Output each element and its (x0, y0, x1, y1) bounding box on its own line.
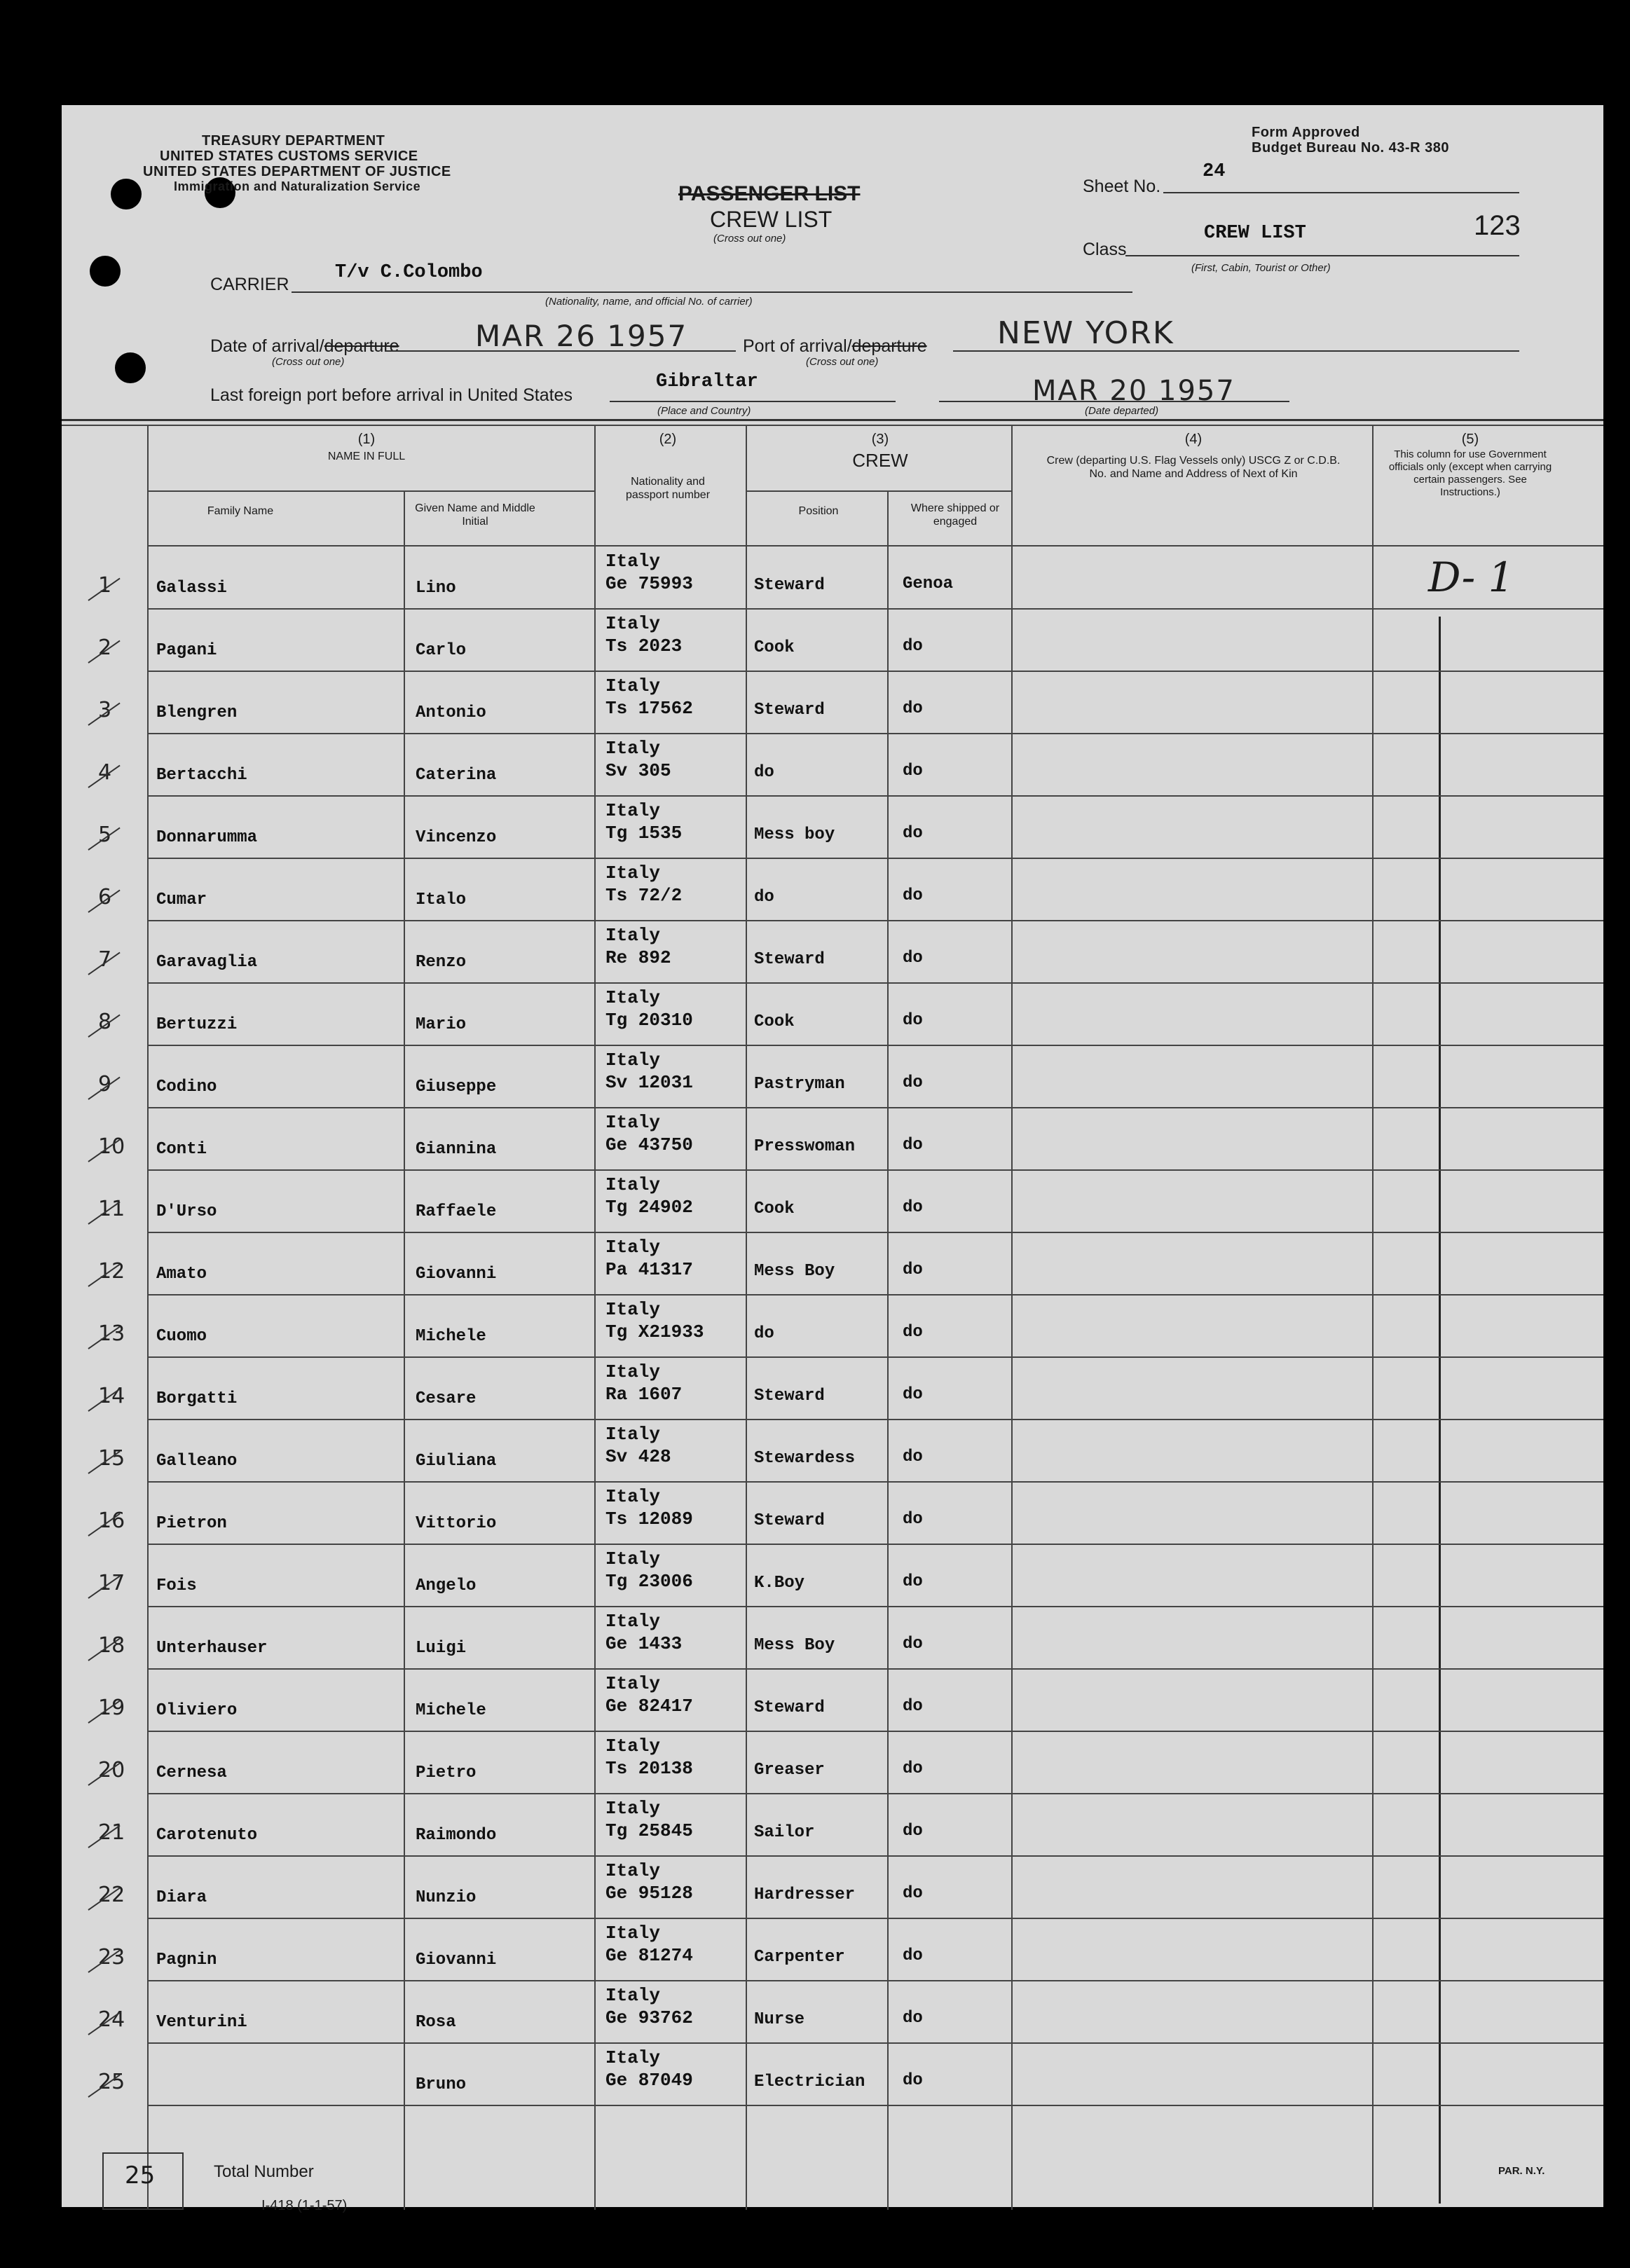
row-number: 21 (98, 1820, 125, 1845)
given-name-header: Given Name and Middle Initial (415, 502, 535, 528)
nationality: Italy (605, 2047, 661, 2068)
passport-number: Ts 72/2 (605, 885, 683, 906)
crew-row (62, 1357, 1603, 1420)
family-name: Venturini (156, 2013, 247, 2032)
sheet-no-label: Sheet No. (1083, 177, 1161, 196)
given-name: Bruno (416, 2075, 467, 2094)
position: Mess Boy (754, 1636, 835, 1655)
given-name: Caterina (416, 766, 497, 785)
passport-number: Sv 12031 (605, 1072, 693, 1093)
crew-row (62, 1420, 1603, 1482)
budget-bureau: Budget Bureau No. 43-R 380 (1252, 140, 1449, 156)
crew-row (62, 1232, 1603, 1295)
passenger-list-struck: PASSENGER LIST (678, 182, 861, 205)
family-name: Oliviero (156, 1701, 238, 1720)
where-shipped: do (903, 2071, 923, 2090)
nationality: Italy (605, 1798, 661, 1819)
page-number: 123 (1474, 210, 1521, 241)
crew-table-body (62, 547, 1603, 2211)
crew-list-title: CREW LIST (710, 207, 833, 232)
date-departed-note: (Date departed) (1085, 405, 1159, 417)
given-name: Vincenzo (416, 828, 497, 847)
crew-row (62, 858, 1603, 921)
col1-number: (1) (357, 432, 376, 447)
family-name: Garavaglia (156, 953, 258, 972)
position: do (754, 763, 774, 782)
where-shipped: Genoa (903, 575, 954, 593)
crew-row (62, 1981, 1603, 2043)
row-number: 10 (98, 1134, 125, 1159)
passport-number: Ge 1433 (605, 1633, 683, 1654)
where-shipped: do (903, 1448, 923, 1466)
passport-number: Ge 93762 (605, 2007, 693, 2028)
agency-line: UNITED STATES DEPARTMENT OF JUSTICE (143, 164, 451, 179)
crew-row (62, 671, 1603, 734)
family-name: Cernesa (156, 1764, 227, 1782)
position: Hardresser (754, 1885, 856, 1904)
nationality: Italy (605, 1112, 661, 1133)
nationality: Italy (605, 738, 661, 759)
nationality: Italy (605, 1237, 661, 1258)
where-shipped: do (903, 1697, 923, 1716)
where-shipped: do (903, 699, 923, 718)
where-shipped: do (903, 1946, 923, 1965)
row-number: 24 (98, 2007, 125, 2032)
carrier-value: T/v C.Colombo (335, 262, 483, 283)
crew-row (62, 1045, 1603, 1108)
handwritten-annotation: D- 1 (1428, 554, 1514, 601)
family-name-header: Family Name (207, 505, 274, 517)
crew-row (62, 1856, 1603, 1918)
position: Steward (754, 1511, 825, 1530)
last-port-label: Last foreign port before arrival in United States (210, 385, 573, 405)
where-shipped: do (903, 949, 923, 968)
where-shipped: do (903, 2009, 923, 2028)
position: Steward (754, 701, 825, 720)
row-number: 17 (98, 1571, 125, 1595)
where-shipped: do (903, 1011, 923, 1030)
family-name: Diara (156, 1888, 207, 1907)
agency-line: Immigration and Naturalization Service (174, 179, 421, 193)
family-name: Blengren (156, 703, 238, 722)
position: K.Boy (754, 1574, 805, 1593)
family-name: Donnarumma (156, 828, 258, 847)
passport-number: Re 892 (605, 947, 671, 968)
crew-row (62, 1731, 1603, 1794)
position: Nurse (754, 2010, 805, 2029)
passport-number: Ts 2023 (605, 635, 683, 657)
last-port-value: Gibraltar (656, 371, 758, 392)
row-number: 22 (98, 1883, 125, 1907)
crew-row (62, 2043, 1603, 2105)
carrier-note: (Nationality, name, and official No. of carrier) (545, 296, 753, 308)
crew-row (62, 1170, 1603, 1232)
given-name: Giuliana (416, 1452, 497, 1471)
position: Stewardess (754, 1449, 856, 1468)
row-number: 13 (98, 1321, 125, 1346)
nationality: Italy (605, 800, 661, 821)
row-number: 14 (98, 1384, 125, 1408)
nationality: Italy (605, 925, 661, 946)
where-shipped: do (903, 824, 923, 843)
position: Sailor (754, 1823, 815, 1842)
row-number: 6 (98, 885, 112, 909)
passport-number: Ge 95128 (605, 1883, 693, 1904)
col2-title: Nationality and passport number (625, 476, 711, 501)
nationality: Italy (605, 1736, 661, 1757)
nationality: Italy (605, 1050, 661, 1071)
carrier-label: CARRIER (210, 275, 289, 294)
position: Steward (754, 576, 825, 595)
col5-number: (5) (1461, 432, 1479, 447)
row-number: 8 (98, 1010, 112, 1034)
row-number: 23 (98, 1945, 125, 1970)
row-number: 25 (98, 2070, 125, 2094)
family-name: D'Urso (156, 1202, 217, 1221)
given-name: Renzo (416, 953, 467, 972)
agency-line: TREASURY DEPARTMENT (202, 133, 385, 149)
given-name: Antonio (416, 703, 486, 722)
given-name: Carlo (416, 641, 467, 660)
nationality: Italy (605, 613, 661, 634)
total-label: Total Number (214, 2162, 314, 2181)
position: Mess Boy (754, 1262, 835, 1281)
nationality: Italy (605, 1361, 661, 1382)
family-name: Pietron (156, 1514, 227, 1533)
punch-hole (111, 179, 142, 209)
where-shipped-header: Where shipped or engaged (910, 502, 1000, 528)
given-name: Giuseppe (416, 1078, 497, 1097)
col5-title: This column for use Government officials only (except when carrying certain passengers. See Instructions.) (1388, 448, 1552, 498)
arrival-label: Date of arrival/departure (210, 336, 399, 356)
nationality: Italy (605, 1424, 661, 1445)
row-number: 11 (98, 1197, 125, 1221)
family-name: Conti (156, 1140, 207, 1159)
position: Cook (754, 1012, 795, 1031)
given-name: Giannina (416, 1140, 497, 1159)
arrival-date-stamp: MAR 26 1957 (475, 319, 688, 353)
given-name: Vittorio (416, 1514, 497, 1533)
family-name: Cumar (156, 891, 207, 909)
nationality: Italy (605, 1611, 661, 1632)
given-name: Pietro (416, 1764, 477, 1782)
position: Electrician (754, 2073, 865, 2091)
row-number: 9 (98, 1072, 112, 1097)
printer-mark: PAR. N.Y. (1498, 2165, 1545, 2177)
where-shipped: do (903, 1323, 923, 1342)
nationality: Italy (605, 1923, 661, 1944)
where-shipped: do (903, 1073, 923, 1092)
passport-number: Ts 12089 (605, 1508, 693, 1530)
position: Steward (754, 950, 825, 969)
port-value-stamp: NEW YORK (997, 315, 1174, 351)
passport-number: Ge 87049 (605, 2070, 693, 2091)
col1-title: NAME IN FULL (327, 451, 406, 462)
position: Pastryman (754, 1075, 845, 1094)
crew-row (62, 983, 1603, 1045)
given-name: Nunzio (416, 1888, 477, 1907)
passport-number: Pa 41317 (605, 1259, 693, 1280)
nationality: Italy (605, 1860, 661, 1881)
given-name: Rosa (416, 2013, 456, 2032)
punch-hole (90, 256, 121, 287)
class-note: (First, Cabin, Tourist or Other) (1191, 262, 1331, 274)
nationality: Italy (605, 1985, 661, 2006)
nationality: Italy (605, 862, 661, 884)
col3-number: (3) (871, 432, 889, 447)
row-divider (147, 2105, 1603, 2106)
row-number: 20 (98, 1758, 125, 1782)
sheet-no-value: 24 (1203, 161, 1226, 182)
position: Steward (754, 1387, 825, 1406)
port-note: (Cross out one) (806, 356, 879, 368)
row-number: 16 (98, 1508, 125, 1533)
passport-number: Tg 25845 (605, 1820, 693, 1841)
row-number: 2 (98, 635, 112, 660)
col4-title: Crew (departing U.S. Flag Vessels only) USCG Z or C.D.B. No. and Name and Address of Next of Kin (1046, 455, 1341, 480)
where-shipped: do (903, 1572, 923, 1591)
passport-number: Ge 75993 (605, 573, 693, 594)
row-number: 15 (98, 1446, 125, 1471)
where-shipped: do (903, 637, 923, 656)
row-number: 4 (98, 760, 112, 785)
given-name: Giovanni (416, 1951, 497, 1970)
family-name: Galassi (156, 579, 227, 598)
nationality: Italy (605, 675, 661, 696)
crew-row (62, 1482, 1603, 1544)
punch-hole (115, 352, 146, 383)
class-value: CREW LIST (1204, 223, 1306, 244)
passport-number: Ts 20138 (605, 1758, 693, 1779)
family-name: Fois (156, 1576, 197, 1595)
crew-row (62, 1794, 1603, 1856)
family-name: Pagani (156, 641, 217, 660)
where-shipped: do (903, 886, 923, 905)
position: Carpenter (754, 1948, 845, 1967)
given-name: Michele (416, 1327, 486, 1346)
position: Cook (754, 1200, 795, 1218)
passport-number: Tg 24902 (605, 1197, 693, 1218)
where-shipped: do (903, 1136, 923, 1155)
crew-row (62, 547, 1603, 609)
row-number: 19 (98, 1696, 125, 1720)
crew-row (62, 796, 1603, 858)
nationality: Italy (605, 1486, 661, 1507)
nationality: Italy (605, 1299, 661, 1320)
family-name: Bertuzzi (156, 1015, 238, 1034)
passport-number: Tg 23006 (605, 1571, 693, 1592)
crew-row (62, 1669, 1603, 1731)
row-number: 7 (98, 947, 112, 972)
family-name: Bertacchi (156, 766, 247, 785)
passport-number: Ge 81274 (605, 1945, 693, 1966)
last-port-note: (Place and Country) (657, 405, 751, 417)
given-name: Lino (416, 579, 456, 598)
family-name: Amato (156, 1265, 207, 1284)
passport-number: Tg X21933 (605, 1321, 704, 1342)
date-departed-stamp: MAR 20 1957 (1032, 375, 1235, 407)
passport-number: Ra 1607 (605, 1384, 683, 1405)
crew-row (62, 1607, 1603, 1669)
row-number: 1 (98, 573, 112, 598)
nationality: Italy (605, 1174, 661, 1195)
given-name: Angelo (416, 1576, 477, 1595)
agency-line: UNITED STATES CUSTOMS SERVICE (160, 149, 418, 164)
nationality: Italy (605, 551, 661, 572)
given-name: Cesare (416, 1389, 477, 1408)
position-header: Position (798, 505, 839, 517)
nationality: Italy (605, 987, 661, 1008)
passport-number: Sv 305 (605, 760, 671, 781)
cross-out-note: (Cross out one) (713, 233, 786, 245)
family-name: Borgatti (156, 1389, 238, 1408)
position: Presswoman (754, 1137, 856, 1156)
col3-title: CREW (852, 450, 908, 471)
row-number: 5 (98, 823, 112, 847)
where-shipped: do (903, 1510, 923, 1529)
position: Cook (754, 638, 795, 657)
crew-row (62, 1108, 1603, 1170)
crew-row (62, 734, 1603, 796)
family-name: Galleano (156, 1452, 238, 1471)
crew-row (62, 1918, 1603, 1981)
crew-row (62, 1295, 1603, 1357)
passport-number: Tg 20310 (605, 1010, 693, 1031)
given-name: Giovanni (416, 1265, 497, 1284)
crew-list-form (62, 105, 1603, 2213)
class-label: Class (1083, 240, 1127, 259)
crew-row (62, 921, 1603, 983)
crew-row (62, 609, 1603, 671)
port-label: Port of arrival/departure (743, 336, 927, 356)
family-name: Carotenuto (156, 1826, 258, 1845)
crew-row (62, 1544, 1603, 1607)
where-shipped: do (903, 1884, 923, 1903)
passport-number: Tg 1535 (605, 823, 683, 844)
where-shipped: do (903, 1822, 923, 1841)
col2-number: (2) (659, 432, 677, 447)
where-shipped: do (903, 762, 923, 781)
passport-number: Sv 428 (605, 1446, 671, 1467)
row-number: 3 (98, 698, 112, 722)
position: do (754, 1324, 774, 1343)
given-name: Mario (416, 1015, 467, 1034)
nationality: Italy (605, 1548, 661, 1569)
nationality: Italy (605, 1673, 661, 1694)
given-name: Luigi (416, 1639, 467, 1658)
where-shipped: do (903, 1260, 923, 1279)
passport-number: Ge 43750 (605, 1134, 693, 1155)
where-shipped: do (903, 1759, 923, 1778)
row-number: 18 (98, 1633, 125, 1658)
form-approved: Form Approved (1252, 125, 1360, 140)
row-number: 12 (98, 1259, 125, 1284)
family-name: Codino (156, 1078, 217, 1097)
passport-number: Ge 82417 (605, 1696, 693, 1717)
where-shipped: do (903, 1385, 923, 1404)
position: Greaser (754, 1761, 825, 1780)
where-shipped: do (903, 1635, 923, 1654)
arrival-note: (Cross out one) (272, 356, 345, 368)
given-name: Raffaele (416, 1202, 497, 1221)
position: do (754, 888, 774, 907)
family-name: Unterhauser (156, 1639, 268, 1658)
passport-number: Ts 17562 (605, 698, 693, 719)
position: Mess boy (754, 825, 835, 844)
form-id: I-418 (1-1-57) (261, 2198, 348, 2213)
col4-number: (4) (1184, 432, 1203, 447)
given-name: Michele (416, 1701, 486, 1720)
family-name: Pagnin (156, 1951, 217, 1970)
total-value: 25 (125, 2162, 156, 2190)
where-shipped: do (903, 1198, 923, 1217)
family-name: Cuomo (156, 1327, 207, 1346)
position: Steward (754, 1698, 825, 1717)
given-name: Italo (416, 891, 467, 909)
given-name: Raimondo (416, 1826, 497, 1845)
